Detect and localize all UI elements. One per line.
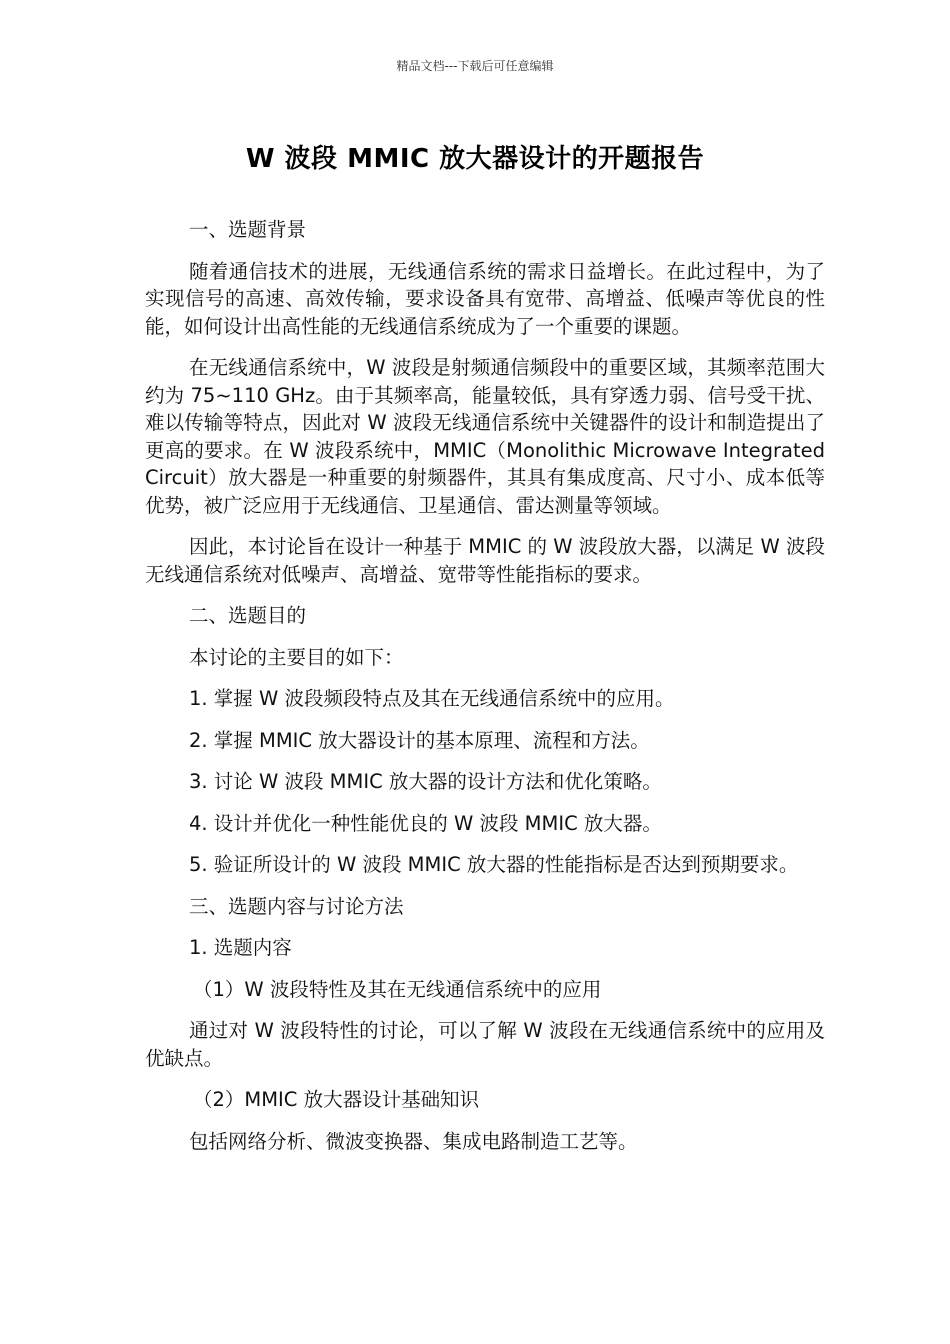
section-2-heading: 二、选题目的 bbox=[189, 604, 307, 627]
section-3-subheading-1: 1. 选题内容 bbox=[189, 936, 292, 959]
content-item-2-text: 包括网络分析、微波变换器、集成电路制造工艺等。 bbox=[189, 1129, 638, 1153]
section-3-heading: 三、选题内容与讨论方法 bbox=[189, 894, 404, 918]
document-title: W 波段 MMIC 放大器设计的开题报告 bbox=[245, 144, 705, 174]
section-1-paragraph-1: 随着通信技术的进展，无线通信系统的需求日益增长。在此过程中，为了实现信号的高速、高效传输，要求设备具有宽带、高增益、低噪声等优良的性能，如何设计出高性能的无线通信系统成为了一个重要的课题。 bbox=[145, 259, 825, 338]
objective-item-5: 5. 验证所设计的 W 波段 MMIC 放大器的性能指标是否达到预期要求。 bbox=[189, 853, 799, 876]
section-1-paragraph-3: 因此，本讨论旨在设计一种基于 MMIC 的 W 波段放大器，以满足 W 波段无线通信系统对低噪声、高增益、宽带等性能指标的要求。 bbox=[145, 535, 825, 586]
objective-item-2: 2. 掌握 MMIC 放大器设计的基本原理、流程和方法。 bbox=[189, 728, 650, 752]
header-note: 精品文档---下载后可任意编辑 bbox=[396, 59, 554, 73]
section-1-paragraph-2: 在无线通信系统中，W 波段是射频通信频段中的重要区域，其频率范围大约为 75~110 GHz。由于其频率高，能量较低，具有穿透力弱、信号受干扰、难以传输等特点，因此对 W 波段无线通信系统中关键器件的设计和制造提出了更高的要求。在 W 波段系统中，MMIC（Monolithic Microwave Integrated Circuit）放大器是一种重要的射频器件，其具有集成度高、尺寸小、成本低等优势，被广泛应用于无线通信、卫星通信、雷达测量等领域。 bbox=[145, 356, 825, 517]
document-body bbox=[145, 216, 825, 1169]
objective-item-3: 3. 讨论 W 波段 MMIC 放大器的设计方法和优化策略。 bbox=[189, 770, 662, 793]
content-item-1-heading: （1）W 波段特性及其在无线通信系统中的应用 bbox=[193, 977, 602, 1001]
objective-item-4: 4. 设计并优化一种性能优良的 W 波段 MMIC 放大器。 bbox=[189, 811, 662, 835]
section-2-intro: 本讨论的主要目的如下： bbox=[189, 645, 404, 669]
content-item-1-text: 通过对 W 波段特性的讨论，可以了解 W 波段在无线通信系统中的应用及优缺点。 bbox=[145, 1019, 825, 1070]
section-1-heading: 一、选题背景 bbox=[189, 218, 307, 241]
content-item-2-heading: （2）MMIC 放大器设计基础知识 bbox=[193, 1088, 480, 1111]
objective-item-1: 1. 掌握 W 波段频段特点及其在无线通信系统中的应用。 bbox=[189, 687, 675, 710]
